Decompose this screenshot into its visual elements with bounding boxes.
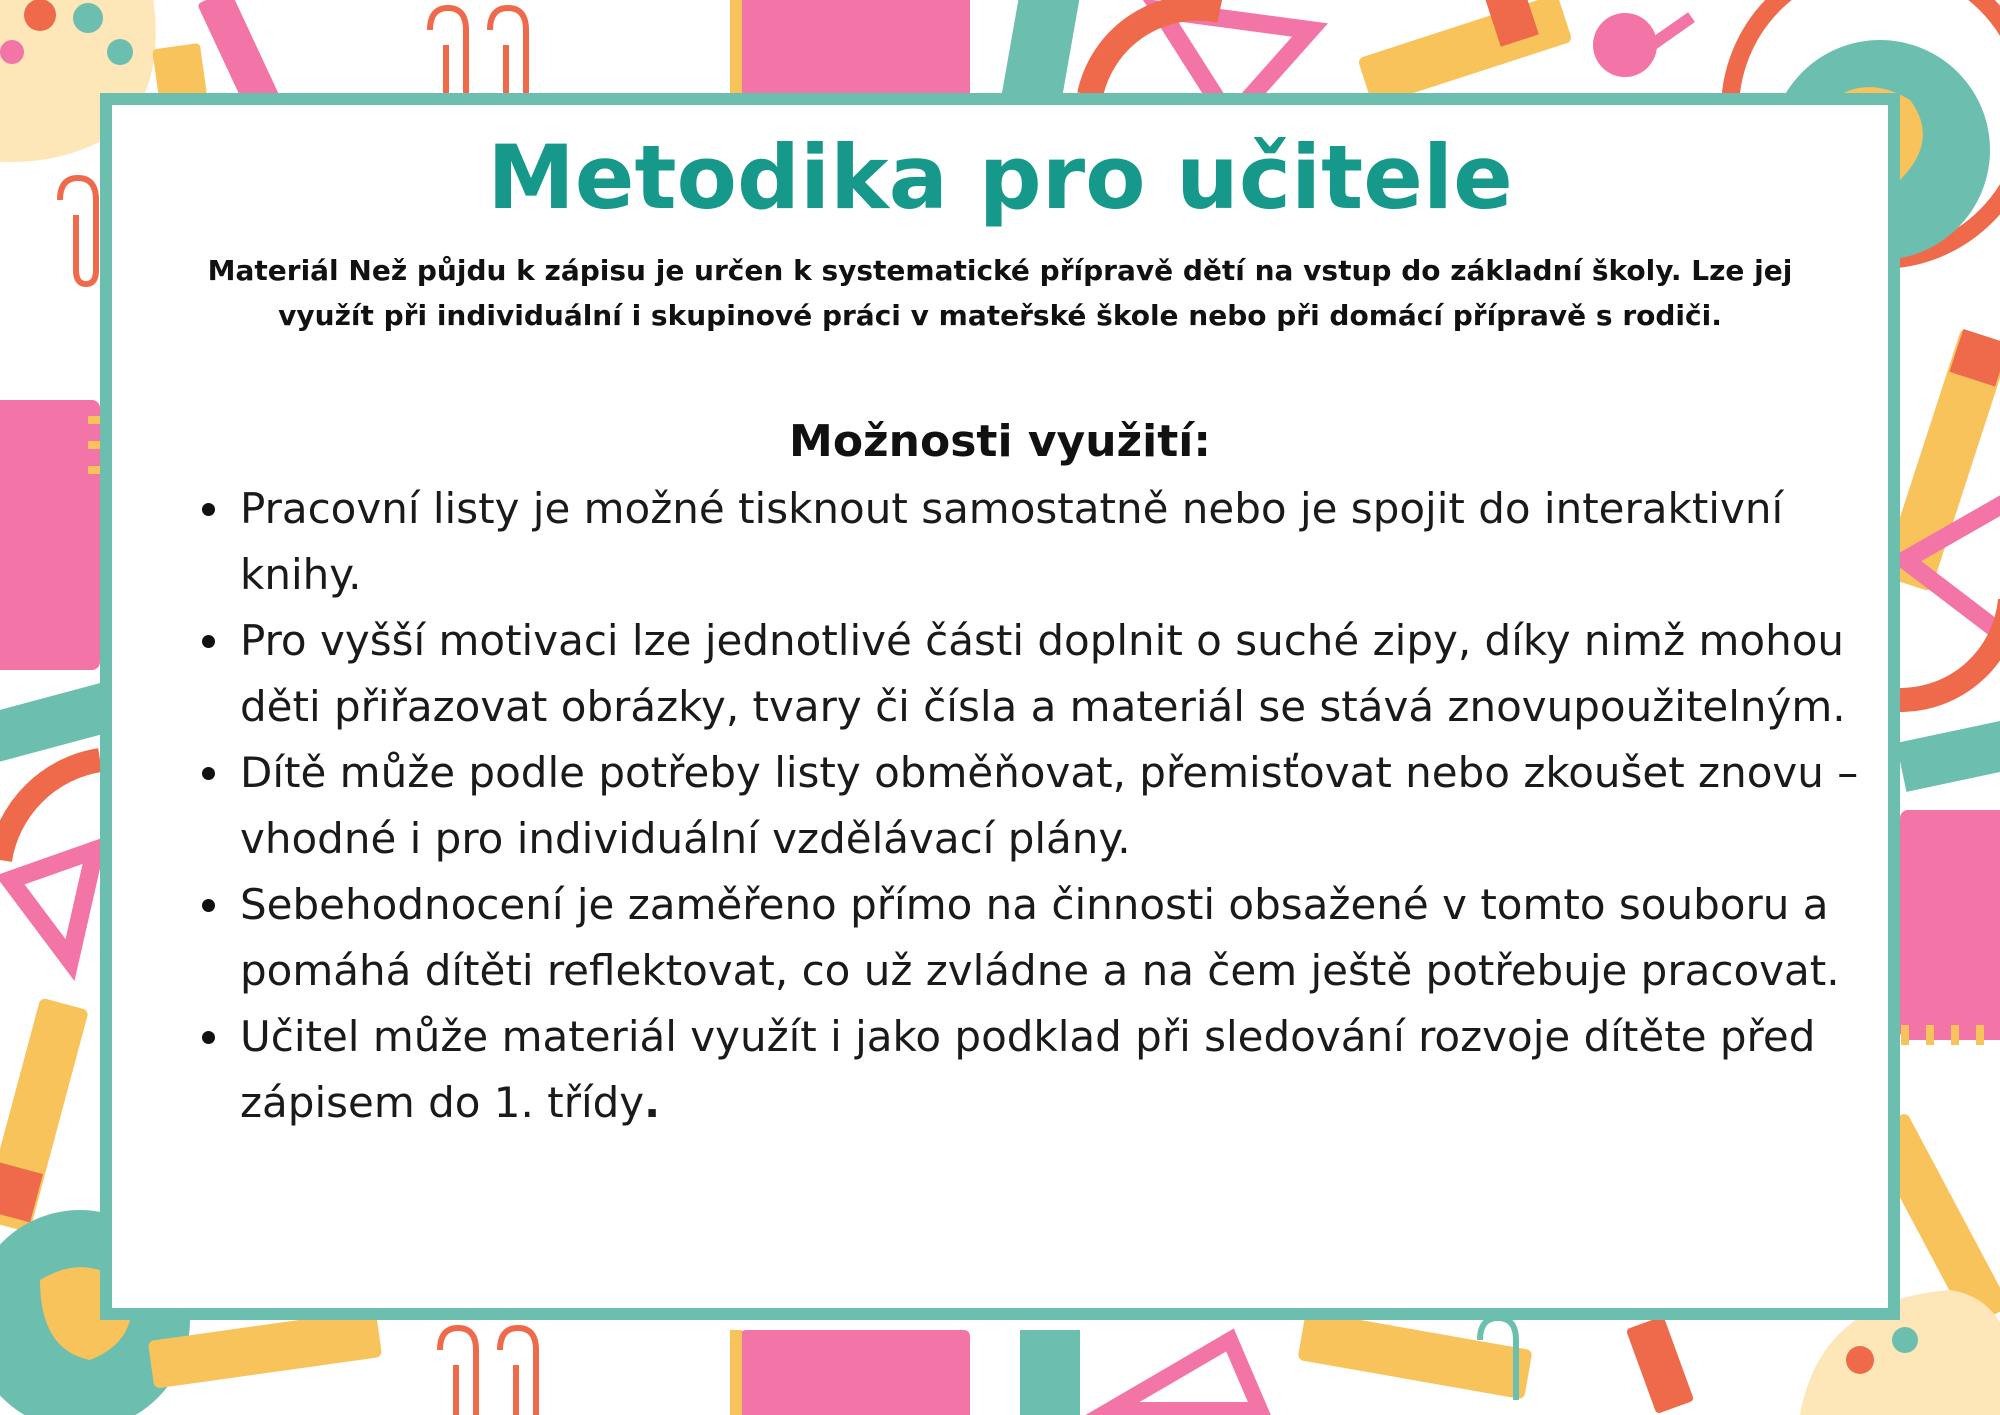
- list-item: [200, 1004, 1880, 1136]
- usage-list: [200, 476, 1880, 1136]
- ruler-icon: [1020, 1330, 1080, 1415]
- list-item-text: Pro vyšší motivaci lze jednotlivé části doplnit o suché zipy, díky nimž mohou děti přiřazovat obrázky, tvary či čísla a materiál se stává znovupoužitelným.: [240, 616, 1846, 731]
- list-item: [200, 740, 1880, 872]
- pushpin-icon: [1593, 12, 1695, 77]
- notebook-icon: [730, 1330, 970, 1415]
- list-item-end-period: .: [644, 1078, 661, 1127]
- pencil-icon: [1297, 1310, 1694, 1414]
- bullet-icon: [202, 635, 215, 648]
- bullet-icon: [202, 503, 215, 516]
- triangle-ruler-icon: [10, 850, 95, 960]
- paper-clip-icon: [440, 1328, 536, 1415]
- bullet-icon: [202, 1031, 215, 1044]
- pencil-icon: [1357, 0, 1572, 106]
- notebook-icon: [1900, 810, 2000, 1045]
- section-title: Možnosti využití:: [789, 416, 1211, 467]
- notebook-icon: [730, 0, 970, 105]
- list-item: [200, 476, 1880, 608]
- ruler-icon: [1896, 718, 2000, 792]
- bullet-icon: [202, 767, 215, 780]
- list-item: [200, 608, 1880, 740]
- bullet-icon: [202, 899, 215, 912]
- intro-paragraph: Materiál Než půjdu k zápisu je určen k systematické přípravě dětí na vstup do základní školy. Lze jej využít při individuální i skupinové práci v mateřské škole nebo při domácí přípravě s rodiči.: [207, 254, 1793, 332]
- list-item-text: Učitel může materiál využít i jako podklad při sledování rozvoje dítěte před zápisem do 1. třídy: [240, 1012, 1816, 1127]
- list-item-text: Pracovní listy je možné tisknout samostatně nebo je spojit do interaktivní knihy.: [240, 484, 1784, 599]
- triangle-ruler-icon: [1110, 1340, 1260, 1410]
- list-item-text: Dítě může podle potřeby listy obměňovat, přemisťovat nebo zkoušet znovu – vhodné i pro individuální vzdělávací plány.: [240, 748, 1859, 863]
- list-item: [200, 872, 1880, 1004]
- list-item-text: Sebehodnocení je zaměřeno přímo na činnosti obsažené v tomto souboru a pomáhá dítěti reflektovat, co už zvládne a na čem ještě potřebuje pracovat.: [240, 880, 1840, 995]
- page-title: Metodika pro učitele: [487, 126, 1513, 229]
- pencil-icon: [0, 997, 89, 1232]
